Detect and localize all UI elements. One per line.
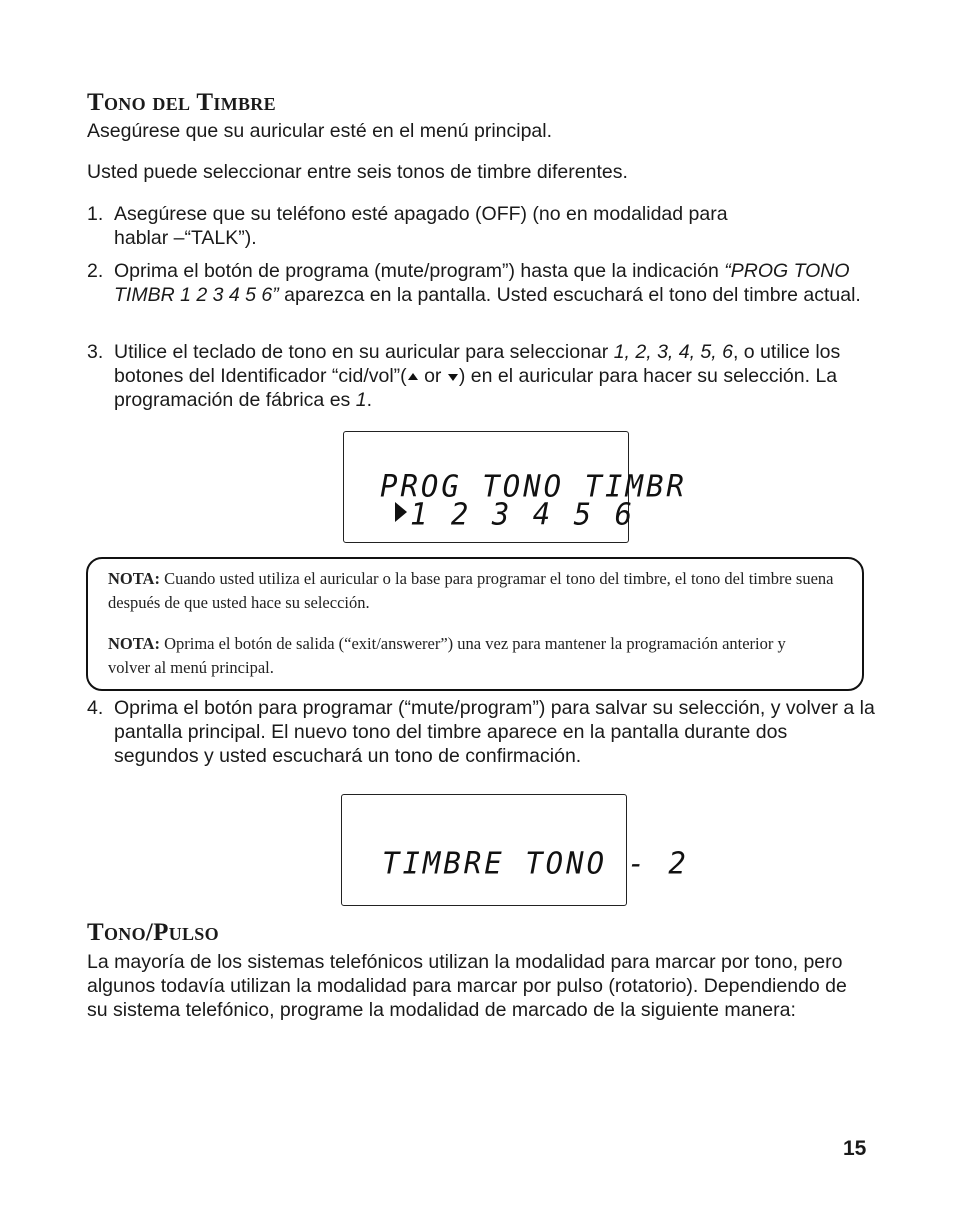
lcd-line-1: TIMBRE TONO - 2 — [382, 845, 689, 881]
up-arrow-icon — [407, 372, 419, 382]
step-number: 1. — [87, 203, 104, 225]
lcd-display-timbre-confirm — [341, 794, 689, 906]
intro-text-1: Asegúrese que su auricular esté en el menú principal. — [87, 120, 553, 142]
step-text-italic: 1 — [355, 389, 367, 411]
step-number: 2. — [87, 260, 104, 282]
lcd-line-1: PROG TONO TIMBR — [380, 468, 687, 504]
selection-cursor-icon — [394, 501, 408, 523]
step-text: Asegúrese que su teléfono esté apagado (OFF) (no en modalidad para hablar –“TALK”). — [114, 203, 728, 249]
note-text: Oprima el botón de salida (“exit/answerer”) una vez para mantener la programación anterior y volver al menú principal. — [108, 634, 786, 677]
step-text-italic: “PROG TONO TIMBR 1 2 3 4 5 6” — [114, 260, 850, 306]
section-title-tono-del-timbre: Tono del Timbre — [87, 89, 276, 116]
step-text-part: , o utilice los botones del Identificador “cid/vol”( — [114, 341, 841, 387]
note-2 — [108, 632, 798, 680]
step-text-part: . — [366, 389, 372, 411]
step-text — [114, 259, 877, 307]
step-text: Oprima el botón para programar (“mute/program”) para salvar su selección, y volver a la pantalla principal. El nuevo tono del timbre aparece en la pantalla durante dos segundos y usted escuchará un tono de confirmación. — [114, 697, 875, 767]
lcd-display-timbre-select — [343, 431, 687, 543]
lcd-line-2: 1 2 3 4 5 6 — [410, 496, 636, 532]
step-text-part: or — [418, 365, 447, 387]
note-box — [86, 557, 864, 691]
page-number: 15 — [843, 1137, 867, 1160]
step-number: 4. — [87, 697, 104, 719]
step-text-part: Utilice el teclado de tono en su auricular para seleccionar — [114, 341, 614, 363]
step-number: 3. — [87, 341, 104, 363]
intro-text-2: Usted puede seleccionar entre seis tonos de timbre diferentes. — [87, 161, 628, 183]
note-1 — [108, 567, 853, 615]
note-label: NOTA: — [108, 569, 160, 588]
step-text — [114, 340, 877, 412]
step-text-part: aparezca en la pantalla. Usted escuchará el tono del timbre actual. — [278, 284, 861, 306]
section-body-tono-pulso: La mayoría de los sistemas telefónicos utilizan la modalidad para marcar por tono, pero algunos todavía utilizan la modalidad para marcar por pulso (rotatorio). Dependiendo de su sistema telefónico, programe la modalidad de marcado de la siguiente manera: — [87, 951, 847, 1021]
step-4 — [87, 696, 877, 768]
section-title-tono-pulso: Tono/Pulso — [87, 919, 219, 946]
note-label: NOTA: — [108, 634, 160, 653]
step-text-part: ) en el auricular para hacer su selección. La programación de fábrica es — [114, 365, 838, 411]
step-3 — [87, 340, 877, 412]
note-text: Cuando usted utiliza el auricular o la base para programar el tono del timbre, el tono del timbre suena después de que usted hace su selección. — [108, 569, 834, 612]
step-text-italic: 1, 2, 3, 4, 5, 6 — [613, 341, 733, 363]
step-2 — [87, 259, 877, 307]
down-arrow-icon — [447, 372, 459, 382]
step-1 — [87, 202, 877, 250]
step-text-part: Oprima el botón de programa (mute/program”) hasta que la indicación — [114, 260, 725, 282]
